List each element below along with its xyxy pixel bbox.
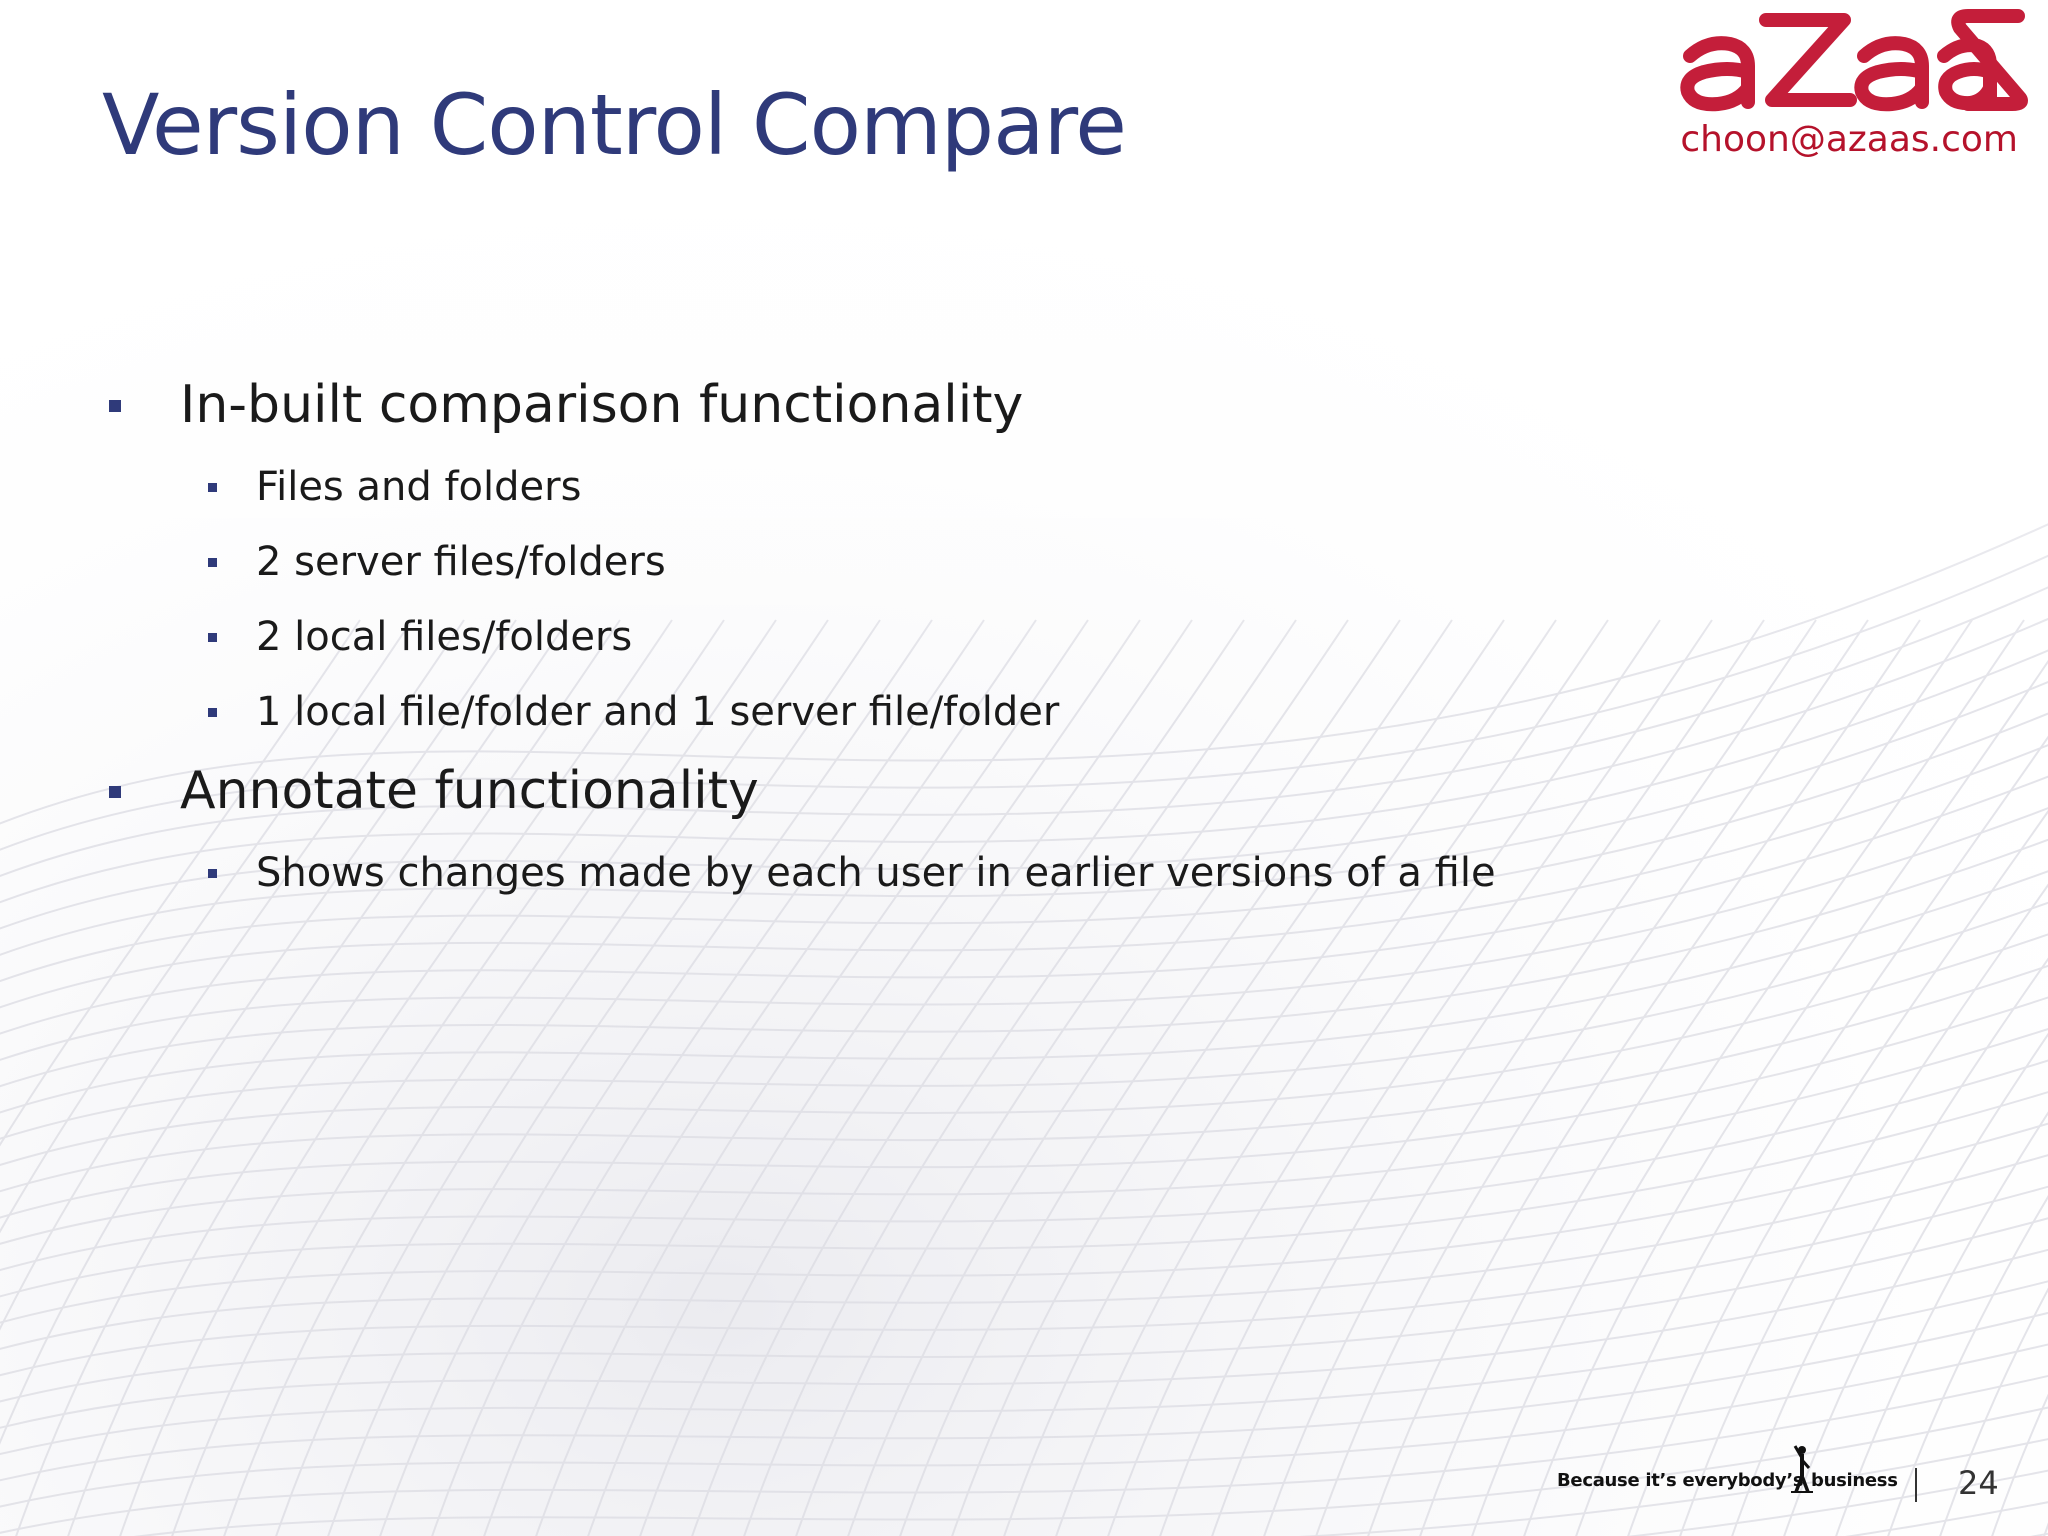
contact-email: choon@azaas.com	[1680, 119, 2018, 160]
bullet-item-level2	[256, 459, 581, 515]
footer-separator	[1915, 1468, 1917, 1502]
bullet-text: 2 local files/folders	[256, 614, 633, 660]
bullet-text: Files and folders	[256, 464, 582, 510]
bullet-text: 2 server files/folders	[256, 539, 666, 585]
page-number: 24	[1958, 1464, 1999, 1502]
bullet-item-level1	[180, 370, 1023, 440]
bullet-item-level2	[256, 609, 632, 665]
bullet-square-icon	[109, 786, 121, 798]
bullet-item-level1	[180, 756, 759, 826]
bullet-square-icon	[208, 708, 217, 717]
bullet-item-level2	[256, 534, 666, 590]
bullet-square-icon	[208, 483, 217, 492]
bullet-square-icon	[109, 400, 121, 412]
bullet-text: 1 local file/folder and 1 server file/folder	[256, 689, 1060, 735]
bullet-square-icon	[208, 633, 217, 642]
bullet-square-icon	[208, 558, 217, 567]
tagline-text-right: business	[1811, 1470, 1898, 1491]
slide-title: Version Control Compare	[102, 76, 1126, 174]
azaas-logo	[1668, 6, 2038, 112]
bullet-item-level2	[256, 845, 1496, 901]
tagline-text-left: Because it’s everybody’s	[1557, 1470, 1804, 1491]
bullet-text: Annotate functionality	[180, 761, 759, 821]
bullet-item-level2	[256, 684, 1059, 740]
bullet-text: Shows changes made by each user in earlier versions of a file	[256, 850, 1496, 896]
bullet-text: In-built comparison functionality	[180, 375, 1024, 435]
bullet-square-icon	[208, 869, 217, 878]
footer-tagline	[1555, 1440, 1915, 1500]
